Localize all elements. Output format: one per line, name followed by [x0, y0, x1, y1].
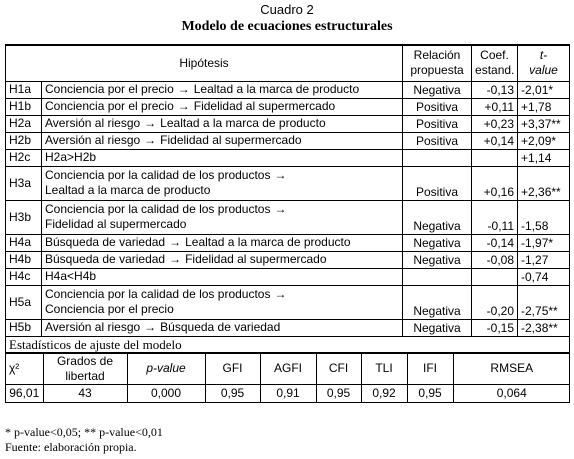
description-line	[45, 82, 399, 97]
t-value: -1,58	[518, 200, 570, 234]
description-line	[45, 320, 399, 335]
hypothesis-description	[42, 81, 403, 98]
description-line	[45, 217, 399, 232]
description-line	[45, 235, 399, 250]
sem-table	[5, 44, 570, 403]
construct-from: Conciencia por el precio	[45, 302, 174, 316]
hypothesis-row	[6, 166, 570, 200]
hypothesis-id: H3b	[6, 200, 42, 234]
relacion-propuesta: Positiva	[403, 115, 472, 132]
coef-estandarizado: -0,15	[472, 319, 518, 336]
coef-estandarizado: -0,11	[472, 200, 518, 234]
construct-from: Búsqueda de variedad	[45, 235, 166, 249]
t-value: +2,09*	[518, 132, 570, 149]
relacion-propuesta: Positiva	[403, 98, 472, 115]
arrow-icon: →	[144, 320, 157, 334]
header-t-line2: value	[529, 63, 558, 78]
arrow-icon: →	[144, 133, 157, 147]
hypothesis-row	[6, 268, 570, 285]
relacion-propuesta: Negativa	[403, 234, 472, 251]
header-relacion-line1: Relación	[413, 48, 461, 63]
arrow-icon: →	[169, 252, 182, 266]
construct-from: Lealtad a la marca de producto	[45, 183, 211, 197]
hypothesis-description	[42, 166, 403, 200]
description-line	[45, 287, 399, 302]
coef-estandarizado: -0,13	[472, 81, 518, 98]
t-value: -2,01*	[518, 81, 570, 98]
arrow-icon: →	[274, 168, 287, 182]
coef-estandarizado	[472, 268, 518, 285]
stats-value: 43	[43, 384, 127, 402]
t-value: -1,27	[518, 251, 570, 268]
stats-header: GFI	[205, 353, 260, 384]
hypothesis-description	[42, 132, 403, 149]
header-hipotesis: Hipótesis	[6, 45, 403, 81]
hypothesis-row	[6, 132, 570, 149]
stats-value: 0,95	[205, 384, 260, 402]
coef-estandarizado	[472, 149, 518, 166]
stats-header: CFI	[316, 353, 361, 384]
construct-from: H4a<H4b	[45, 269, 97, 283]
relacion-propuesta: Negativa	[403, 81, 472, 98]
stats-value: 0,95	[407, 384, 453, 402]
hypothesis-id: H1a	[6, 81, 42, 98]
hypothesis-row	[6, 285, 570, 319]
relacion-propuesta: Negativa	[403, 285, 472, 319]
fit-stats-table	[6, 353, 570, 403]
stats-header: AGFI	[260, 353, 316, 384]
hypothesis-row	[6, 251, 570, 268]
construct-to: Fidelidad al supermercado	[160, 133, 302, 147]
arrow-icon: →	[274, 202, 287, 216]
arrow-icon: →	[144, 116, 157, 130]
stats-cell	[6, 352, 570, 403]
t-value: -2,38**	[518, 319, 570, 336]
coef-estandarizado: -0,14	[472, 234, 518, 251]
hypothesis-id: H2a	[6, 115, 42, 132]
hypothesis-id: H5b	[6, 319, 42, 336]
coef-estandarizado: +0,23	[472, 115, 518, 132]
hypothesis-description	[42, 319, 403, 336]
construct-to: Fidelidad al supermercado	[185, 252, 327, 266]
arrow-icon: →	[274, 287, 287, 301]
construct-from: Conciencia por el precio	[45, 82, 174, 96]
stats-value: 0,064	[453, 384, 570, 402]
t-value: +1,78	[518, 98, 570, 115]
stats-value: 0,95	[316, 384, 361, 402]
hypothesis-description	[42, 115, 403, 132]
stats-header: RMSEA	[453, 353, 570, 384]
relacion-propuesta: Negativa	[403, 319, 472, 336]
description-line	[45, 202, 399, 217]
hypothesis-rows	[6, 81, 570, 336]
hypothesis-description	[42, 251, 403, 268]
coef-estandarizado: -0,20	[472, 285, 518, 319]
t-value: -1,97*	[518, 234, 570, 251]
t-value: +2,36**	[518, 166, 570, 200]
coef-estandarizado: +0,14	[472, 132, 518, 149]
header-coef	[472, 45, 518, 81]
construct-from: Conciencia por la calidad de los productos	[45, 287, 271, 301]
t-value: -0,74	[518, 268, 570, 285]
description-line	[45, 133, 399, 148]
hypothesis-id: H4a	[6, 234, 42, 251]
stats-header: IFI	[407, 353, 453, 384]
t-value: -2,75**	[518, 285, 570, 319]
construct-to: Lealtad a la marca de producto	[185, 235, 351, 249]
hypothesis-description	[42, 234, 403, 251]
relacion-propuesta	[403, 268, 472, 285]
description-line	[45, 99, 399, 114]
hypothesis-id: H3a	[6, 166, 42, 200]
hypothesis-id: H1b	[6, 98, 42, 115]
description-line	[45, 168, 399, 183]
table-title: Modelo de ecuaciones estructurales	[181, 19, 393, 34]
hypothesis-row	[6, 98, 570, 115]
description-line	[45, 183, 399, 198]
description-line	[45, 150, 399, 165]
relacion-propuesta: Negativa	[403, 251, 472, 268]
stats-header: TLI	[361, 353, 407, 384]
header-coef-line1: Coef.	[480, 48, 509, 63]
t-value: +3,37**	[518, 115, 570, 132]
hypothesis-description	[42, 285, 403, 319]
construct-from: Aversión al riesgo	[45, 133, 141, 147]
construct-to: Lealtad a la marca de producto	[160, 116, 326, 130]
hypothesis-description	[42, 268, 403, 285]
hypothesis-id: H4b	[6, 251, 42, 268]
relacion-propuesta: Positiva	[403, 132, 472, 149]
description-line	[45, 116, 399, 131]
stats-header-row	[6, 353, 570, 384]
coef-estandarizado: +0,11	[472, 98, 518, 115]
description-line	[45, 269, 399, 284]
arrow-icon: →	[177, 99, 190, 113]
construct-from: Fidelidad al supermercado	[45, 217, 187, 231]
stats-value: 0,92	[361, 384, 407, 402]
hypothesis-row	[6, 81, 570, 98]
construct-from: Conciencia por la calidad de los productos	[45, 168, 271, 182]
coef-estandarizado: -0,08	[472, 251, 518, 268]
construct-to: Búsqueda de variedad	[160, 320, 281, 334]
t-value: +1,14	[518, 149, 570, 166]
construct-from: Aversión al riesgo	[45, 320, 141, 334]
table-number: Cuadro 2	[260, 2, 314, 17]
hypothesis-id: H2c	[6, 149, 42, 166]
coef-estandarizado: +0,16	[472, 166, 518, 200]
construct-from: Conciencia por el precio	[45, 99, 174, 113]
hypothesis-description	[42, 98, 403, 115]
hypothesis-row	[6, 115, 570, 132]
header-relacion-line2: propuesta	[410, 63, 464, 78]
stats-header: p-value	[127, 353, 205, 384]
construct-from: Conciencia por la calidad de los productos	[45, 202, 271, 216]
hypothesis-description	[42, 149, 403, 166]
relacion-propuesta: Positiva	[403, 166, 472, 200]
arrow-icon: →	[177, 82, 190, 96]
stats-value-row	[6, 384, 570, 402]
construct-to: Fidelidad al supermercado	[193, 99, 336, 113]
stats-header: χ²	[6, 353, 43, 384]
header-coef-line2: estand.	[475, 63, 515, 78]
relacion-propuesta: Negativa	[403, 200, 472, 234]
header-t-line1: t-	[539, 48, 548, 63]
construct-to: Lealtad a la marca de producto	[193, 82, 360, 96]
stats-header: Grados de libertad	[43, 353, 127, 384]
description-line	[45, 302, 399, 317]
significance-note: * p-value<0,05; ** p-value<0,01	[5, 425, 163, 439]
hypothesis-id: H2b	[6, 132, 42, 149]
hypothesis-description	[42, 200, 403, 234]
construct-from: Aversión al riesgo	[45, 116, 141, 130]
hypothesis-id: H5a	[6, 285, 42, 319]
construct-from: H2a>H2b	[45, 150, 97, 164]
stats-title: Estadísticos de ajuste del modelo	[6, 336, 570, 352]
description-line	[45, 252, 399, 267]
header-relacion	[403, 45, 472, 81]
stats-value: 0,000	[127, 384, 205, 402]
header-t-value	[518, 45, 570, 81]
hypothesis-row	[6, 319, 570, 336]
hypothesis-row	[6, 200, 570, 234]
source-note: Fuente: elaboración propia.	[5, 440, 137, 454]
hypothesis-row	[6, 234, 570, 251]
construct-from: Búsqueda de variedad	[45, 252, 166, 266]
hypothesis-row	[6, 149, 570, 166]
stats-value: 96,01	[6, 384, 43, 402]
hypothesis-id: H4c	[6, 268, 42, 285]
arrow-icon: →	[169, 235, 182, 249]
stats-value: 0,91	[260, 384, 316, 402]
relacion-propuesta	[403, 149, 472, 166]
